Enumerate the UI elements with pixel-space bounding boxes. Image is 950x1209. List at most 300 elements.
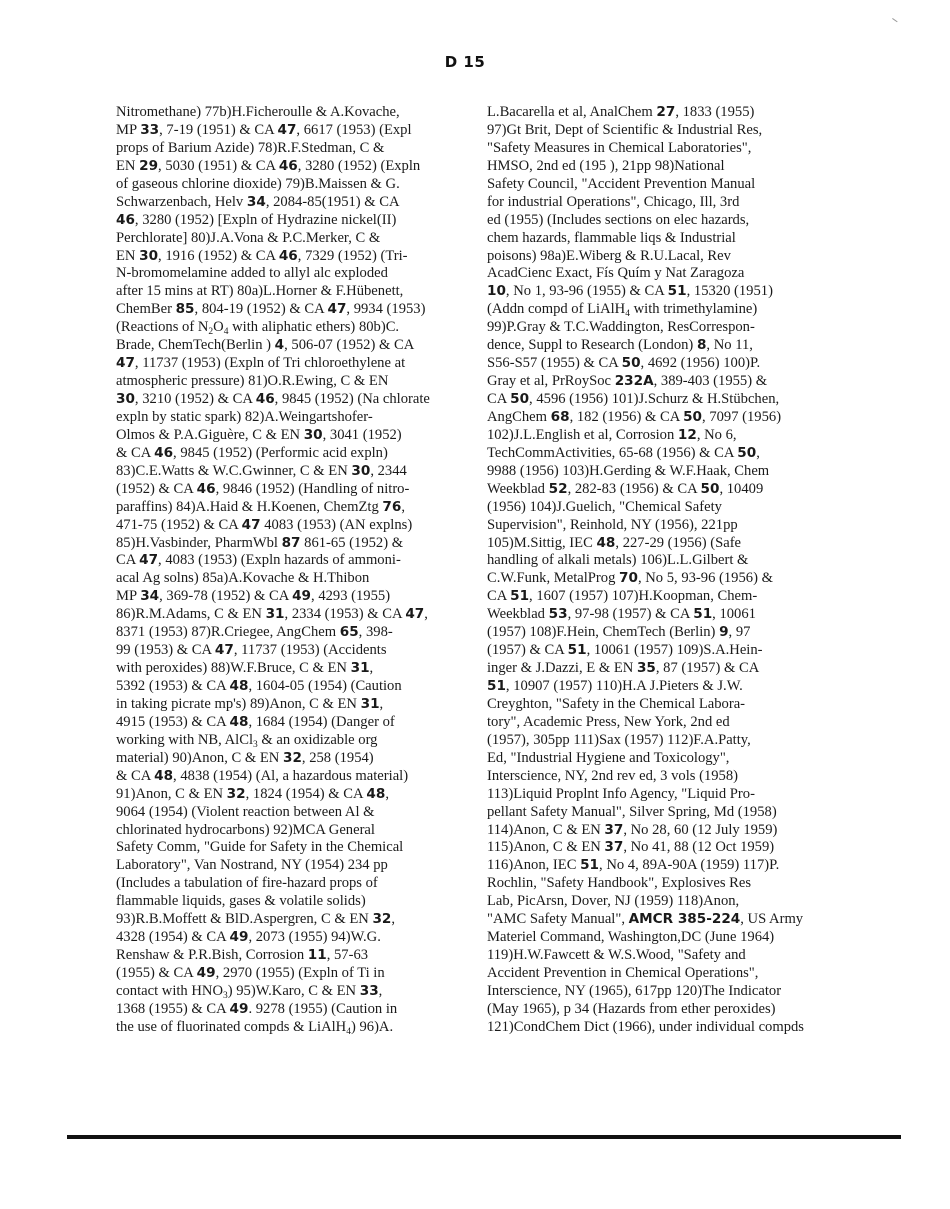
volume-number: 27 bbox=[656, 104, 676, 120]
reference-line bbox=[116, 248, 476, 266]
reference-line bbox=[116, 929, 476, 947]
text-segment: , 1824 (1954) & CA bbox=[245, 785, 367, 802]
text-segment: N-bromomelamine added to allyl alc exploded bbox=[116, 265, 388, 282]
volume-number: 46 bbox=[116, 211, 135, 228]
reference-line bbox=[116, 140, 476, 158]
reference-line bbox=[487, 678, 857, 696]
text-segment: , bbox=[385, 785, 389, 802]
reference-line bbox=[487, 732, 857, 750]
text-segment: , 398- bbox=[358, 624, 393, 641]
text-segment: , 1833 (1955) bbox=[675, 104, 755, 120]
text-segment: , bbox=[424, 606, 428, 623]
text-segment: , 1684 (1954) (Danger of bbox=[248, 713, 395, 730]
text-segment: & an oxidizable org bbox=[257, 731, 378, 748]
volume-number: 87 bbox=[281, 534, 301, 551]
volume-number: 47 bbox=[214, 642, 234, 659]
text-segment: , No 28, 60 (12 July 1959) bbox=[623, 821, 778, 838]
text-segment: 119)H.W.Fawcett & W.S.Wood, "Safety and bbox=[487, 947, 746, 964]
text-segment: CA bbox=[116, 552, 140, 569]
volume-number: 48 bbox=[596, 534, 616, 551]
text-segment: handling of alkali metals) 106)L.L.Gilbert & bbox=[487, 552, 749, 569]
text-segment: (1957), 305pp 111)Sax (1957) 112)F.A.Patty, bbox=[487, 731, 751, 748]
text-segment: , 1607 (1957) 107)H.Koopman, Chem- bbox=[529, 588, 758, 605]
text-segment: , 7329 (1952) (Tri- bbox=[297, 247, 408, 264]
volume-number: 31 bbox=[360, 695, 380, 712]
text-segment: , No 4, 89A-90A (1959) 117)P. bbox=[599, 857, 780, 874]
reference-line bbox=[116, 499, 476, 517]
text-segment: O bbox=[213, 319, 224, 336]
volume-number: 51 bbox=[693, 606, 713, 623]
volume-number: 52 bbox=[548, 480, 568, 497]
reference-line bbox=[116, 606, 476, 624]
volume-number: 30 bbox=[303, 426, 323, 443]
text-segment: , 10061 bbox=[712, 606, 756, 623]
text-segment: 115)Anon, C & EN bbox=[487, 839, 605, 856]
reference-line bbox=[116, 552, 476, 570]
text-segment: (1957) 108)F.Hein, ChemTech (Berlin) bbox=[487, 624, 720, 641]
reference-line bbox=[116, 893, 476, 911]
volume-number: 4 bbox=[274, 337, 285, 354]
reference-line bbox=[487, 230, 857, 248]
reference-line bbox=[116, 714, 476, 732]
text-segment: , No 41, 88 (12 Oct 1959) bbox=[623, 839, 775, 856]
reference-line bbox=[116, 911, 476, 929]
text-segment: , bbox=[401, 498, 405, 515]
volume-number: 47 bbox=[116, 355, 135, 372]
reference-line bbox=[116, 355, 476, 373]
text-segment: , 2970 (1955) (Expln of Ti in bbox=[215, 965, 385, 981]
volume-number: 30 bbox=[139, 247, 159, 264]
text-segment: , 4692 (1956) 100)P. bbox=[640, 355, 761, 372]
text-segment: working with NB, AlCl bbox=[116, 731, 254, 748]
text-segment: , 10907 (1957) 110)H.A J.Pieters & J.W. bbox=[505, 678, 743, 694]
text-segment: , 3280 (1952) (Expln bbox=[297, 157, 421, 174]
reference-line bbox=[487, 947, 857, 965]
reference-line bbox=[487, 1001, 857, 1019]
volume-number: 8 bbox=[696, 337, 707, 354]
text-segment: 105)M.Sittig, IEC bbox=[487, 534, 597, 551]
reference-line bbox=[116, 427, 476, 445]
text-segment: 86)R.M.Adams, C & EN bbox=[116, 606, 266, 623]
text-segment: , 3280 (1952) [Expln of Hydrazine nickel(II) bbox=[134, 211, 397, 228]
volume-number: 10 bbox=[487, 283, 506, 300]
reference-line bbox=[116, 463, 476, 481]
text-segment: (1957) & CA bbox=[487, 642, 568, 659]
volume-number: 35 bbox=[636, 660, 656, 677]
text-segment: for industrial Operations", Chicago, Ill, 3rd bbox=[487, 193, 740, 210]
text-segment: , 97-98 (1957) & CA bbox=[567, 606, 694, 623]
volume-number: 46 bbox=[154, 444, 174, 461]
reference-line bbox=[487, 552, 857, 570]
text-segment: , 282-83 (1956) & CA bbox=[567, 480, 701, 497]
text-segment: Interscience, NY (1965), 617pp 120)The Indicator bbox=[487, 982, 782, 999]
text-segment: Ed, "Industrial Hygiene and Toxicology", bbox=[487, 749, 730, 766]
text-segment: (Reactions of N bbox=[116, 319, 209, 336]
text-segment: L.Bacarella et al, AnalChem bbox=[487, 104, 657, 120]
volume-number: 9 bbox=[719, 624, 729, 641]
volume-number: 51 bbox=[567, 642, 587, 659]
volume-number: 33 bbox=[359, 982, 379, 999]
text-segment: (1955) & CA bbox=[116, 965, 197, 981]
reference-line bbox=[116, 983, 476, 1001]
volume-number: 51 bbox=[667, 283, 687, 300]
text-segment: , 9845 (1952) (Na chlorate bbox=[274, 391, 430, 407]
reference-line bbox=[487, 158, 857, 176]
reference-line bbox=[487, 481, 857, 499]
text-segment: , 4596 (1956) 101)J.Schurz & H.Stübchen, bbox=[529, 391, 780, 407]
text-segment: , No 1, 93-96 (1955) & CA bbox=[505, 283, 668, 300]
volume-number: 34 bbox=[140, 588, 160, 605]
text-segment: , 11737 (1953) (Accidents bbox=[233, 642, 387, 659]
reference-line bbox=[116, 804, 476, 822]
volume-number: 32 bbox=[282, 749, 302, 766]
reference-line bbox=[116, 409, 476, 427]
text-segment: 99 (1953) & CA bbox=[116, 642, 215, 659]
volume-number: 47 bbox=[139, 552, 159, 569]
reference-line bbox=[487, 212, 857, 230]
reference-line bbox=[487, 409, 857, 427]
text-segment: ) 96)A. bbox=[350, 1018, 394, 1035]
volume-number: 48 bbox=[154, 767, 174, 784]
text-segment: the use of fluorinated compds & LiAlH bbox=[116, 1018, 347, 1035]
text-segment: Rochlin, "Safety Handbook", Explosives Res bbox=[487, 875, 752, 892]
text-segment: , 10061 (1957) 109)S.A.Hein- bbox=[586, 642, 763, 659]
reference-line bbox=[487, 283, 857, 301]
text-segment: expln by static spark) 82)A.Weingartshofer- bbox=[116, 408, 373, 425]
reference-line bbox=[487, 660, 857, 678]
reference-line bbox=[116, 230, 476, 248]
text-segment: , bbox=[391, 911, 396, 928]
reference-line bbox=[116, 265, 476, 283]
text-segment: , 15320 (1951) bbox=[686, 283, 773, 300]
text-segment: with aliphatic ethers) 80b)C. bbox=[228, 319, 400, 336]
volume-number: 65 bbox=[339, 624, 359, 641]
text-segment: 471-75 (1952) & CA bbox=[116, 516, 242, 533]
text-segment: 4328 (1954) & CA bbox=[116, 929, 230, 946]
text-segment: MP bbox=[116, 588, 141, 605]
text-segment: ed (1955) (Includes sections on elec hazards, bbox=[487, 211, 750, 228]
reference-line bbox=[487, 319, 857, 337]
reference-line bbox=[487, 606, 857, 624]
text-segment: , 5030 (1951) & CA bbox=[158, 157, 279, 174]
text-segment: , 11737 (1953) (Expln of Tri chloroethylene at bbox=[134, 355, 406, 372]
text-segment: , 57-63 bbox=[326, 947, 369, 964]
reference-line bbox=[487, 929, 857, 947]
volume-number: 50 bbox=[683, 408, 703, 425]
text-segment: inger & J.Dazzi, E & EN bbox=[487, 660, 637, 677]
text-segment: , 182 (1956) & CA bbox=[569, 408, 684, 425]
reference-line bbox=[116, 947, 476, 965]
reference-line bbox=[487, 517, 857, 535]
text-segment: 113)Liquid Proplnt Info Agency, "Liquid Pro- bbox=[487, 785, 755, 802]
text-segment: Supervision", Reinhold, NY (1956), 221pp bbox=[487, 516, 738, 533]
reference-line bbox=[487, 301, 857, 319]
text-segment: Weekblad bbox=[487, 480, 549, 497]
text-segment: , 2073 (1955) 94)W.G. bbox=[248, 929, 381, 946]
volume-number: 30 bbox=[116, 391, 135, 407]
text-segment: 9064 (1954) (Violent reaction between Al & bbox=[116, 803, 375, 820]
volume-number: 32 bbox=[372, 911, 392, 928]
text-segment: Gray et al, PrRoySoc bbox=[487, 373, 615, 390]
text-segment: , No 5, 93-96 (1956) & bbox=[637, 570, 773, 587]
reference-line bbox=[116, 337, 476, 355]
text-segment: Materiel Command, Washington,DC (June 1964) bbox=[487, 929, 775, 946]
text-segment: , 258 (1954) bbox=[301, 749, 374, 766]
reference-line bbox=[487, 373, 857, 391]
text-segment: MP bbox=[116, 121, 141, 138]
text-segment: 8371 (1953) 87)R.Criegee, AngChem bbox=[116, 624, 340, 641]
reference-line bbox=[116, 283, 476, 301]
volume-number: 49 bbox=[229, 1000, 249, 1017]
reference-line bbox=[116, 875, 476, 893]
text-segment: , 9934 (1953) bbox=[346, 301, 426, 318]
text-segment: 93)R.B.Moffett & BlD.Aspergren, C & EN bbox=[116, 911, 373, 928]
reference-line bbox=[487, 499, 857, 517]
text-segment: , 6617 (1953) (Expl bbox=[296, 121, 412, 138]
reference-line bbox=[487, 804, 857, 822]
text-segment: Olmos & P.A.Giguère, C & EN bbox=[116, 426, 304, 443]
reference-line bbox=[116, 660, 476, 678]
reference-line bbox=[116, 570, 476, 588]
text-segment: C.W.Funk, MetalProg bbox=[487, 570, 620, 587]
volume-number: 37 bbox=[604, 821, 624, 838]
reference-line bbox=[487, 875, 857, 893]
text-segment: atmospheric pressure) 81)O.R.Ewing, C & EN bbox=[116, 373, 389, 390]
text-segment: Renshaw & P.R.Bish, Corrosion bbox=[116, 947, 308, 964]
subscript: 3 bbox=[223, 990, 228, 1001]
reference-line bbox=[116, 786, 476, 804]
reference-line bbox=[116, 768, 476, 786]
text-segment: poisons) 98a)E.Wiberg & R.U.Lacal, Rev bbox=[487, 247, 731, 264]
reference-line bbox=[116, 696, 476, 714]
volume-number: 53 bbox=[548, 606, 568, 623]
volume-number: 31 bbox=[265, 606, 285, 623]
text-segment: CA bbox=[487, 588, 511, 605]
text-segment: "AMC Safety Manual", bbox=[487, 911, 629, 928]
text-segment: with trimethylamine) bbox=[629, 301, 758, 318]
volume-number: 47 bbox=[405, 606, 425, 623]
subscript: 2 bbox=[208, 327, 214, 338]
reference-line bbox=[487, 588, 857, 606]
text-segment: 102)J.L.English et al, Corrosion bbox=[487, 426, 678, 443]
reference-line bbox=[116, 965, 476, 983]
text-segment: , 227-29 (1956) (Safe bbox=[615, 534, 742, 551]
reference-line bbox=[116, 445, 476, 463]
reference-line bbox=[116, 122, 476, 140]
reference-line bbox=[116, 588, 476, 606]
reference-line bbox=[116, 822, 476, 840]
scan-speck-mark bbox=[892, 15, 900, 23]
reference-line bbox=[487, 822, 857, 840]
text-segment: , 1604-05 (1954) (Caution bbox=[248, 678, 402, 694]
text-segment: , 369-78 (1952) & CA bbox=[159, 588, 293, 605]
text-segment: 9988 (1956) 103)H.Gerding & W.F.Haak, Chem bbox=[487, 462, 770, 479]
volume-number: 50 bbox=[621, 355, 641, 372]
text-segment: material) 90)Anon, C & EN bbox=[116, 749, 283, 766]
reference-line bbox=[487, 857, 857, 875]
reference-line bbox=[116, 857, 476, 875]
text-segment: CA bbox=[487, 391, 511, 407]
text-segment: , 97 bbox=[728, 624, 751, 641]
text-segment: HMSO, 2nd ed (195 ), 21pp 98)National bbox=[487, 157, 725, 174]
text-segment: (Addn compd of LiAlH bbox=[487, 301, 626, 318]
text-segment: Creyghton, "Safety in the Chemical Labora- bbox=[487, 695, 746, 712]
text-segment: (1952) & CA bbox=[116, 480, 197, 497]
text-segment: "Safety Measures in Chemical Laboratories", bbox=[487, 139, 752, 156]
reference-line bbox=[116, 158, 476, 176]
text-segment: chlorinated hydrocarbons) 92)MCA General bbox=[116, 821, 375, 838]
text-segment: pellant Safety Manual", Silver Spring, Md (1958) bbox=[487, 803, 777, 820]
reference-line bbox=[116, 301, 476, 319]
text-segment: tory", Academic Press, New York, 2nd ed bbox=[487, 713, 730, 730]
text-segment: S56-S57 (1955) & CA bbox=[487, 355, 622, 372]
volume-number: 33 bbox=[140, 121, 160, 138]
page-number: D 15 bbox=[444, 53, 486, 71]
reference-line bbox=[487, 122, 857, 140]
volume-number: 29 bbox=[139, 157, 159, 174]
reference-line bbox=[487, 463, 857, 481]
reference-line bbox=[116, 391, 476, 409]
volume-number: 50 bbox=[737, 444, 757, 461]
text-segment: & CA bbox=[116, 444, 155, 461]
subscript: 4 bbox=[346, 1026, 351, 1037]
reference-line bbox=[116, 212, 476, 230]
reference-line bbox=[116, 678, 476, 696]
volume-number: 12 bbox=[677, 426, 697, 443]
text-segment: 85)H.Vasbinder, PharmWbl bbox=[116, 534, 282, 551]
text-segment: after 15 mins at RT) 80a)L.Horner & F.Hübenett, bbox=[116, 283, 404, 300]
subscript: 4 bbox=[625, 309, 630, 320]
left-column-references bbox=[116, 104, 476, 1037]
volume-number: 46 bbox=[196, 480, 216, 497]
volume-number: 46 bbox=[255, 391, 275, 407]
reference-line bbox=[116, 1001, 476, 1019]
text-segment: 97)Gt Brit, Dept of Scientific & Industrial Res, bbox=[487, 121, 763, 138]
volume-number: 47 bbox=[277, 121, 297, 138]
text-segment: contact with HNO bbox=[116, 982, 223, 999]
reference-line bbox=[116, 839, 476, 857]
reference-line bbox=[116, 373, 476, 391]
text-segment: 121)CondChem Dict (1966), under individual compds bbox=[487, 1018, 804, 1035]
text-segment: Nitromethane) 77b)H.Ficheroulle & A.Kovache, bbox=[116, 104, 400, 120]
volume-number: 11 bbox=[307, 947, 327, 964]
reference-line bbox=[116, 1019, 476, 1037]
reference-line bbox=[487, 983, 857, 1001]
reference-line bbox=[487, 965, 857, 983]
volume-number: 47 bbox=[241, 516, 261, 533]
volume-number: 51 bbox=[580, 857, 600, 874]
volume-number: 50 bbox=[510, 391, 530, 407]
volume-number: 49 bbox=[292, 588, 312, 605]
text-segment: , 9846 (1952) (Handling of nitro- bbox=[215, 480, 410, 497]
text-segment: with peroxides) 88)W.F.Bruce, C & EN bbox=[116, 660, 351, 677]
reference-line bbox=[487, 911, 857, 929]
text-segment: , 1916 (1952) & CA bbox=[158, 247, 279, 264]
volume-number: 48 bbox=[366, 785, 386, 802]
text-segment: Laboratory", Van Nostrand, NY (1954) 234 pp bbox=[116, 857, 388, 874]
reference-line bbox=[116, 642, 476, 660]
volume-number: 51 bbox=[487, 678, 506, 694]
text-segment: , 2334 (1953) & CA bbox=[284, 606, 406, 623]
text-segment: , 3041 (1952) bbox=[322, 426, 402, 443]
text-segment: , 4838 (1954) (Al, a hazardous material) bbox=[173, 767, 409, 784]
text-segment: , 87 (1957) & CA bbox=[655, 660, 760, 677]
text-segment: 99)P.Gray & T.C.Waddington, ResCorrespon- bbox=[487, 319, 755, 336]
reference-line bbox=[116, 176, 476, 194]
reference-line bbox=[487, 1019, 857, 1037]
volume-number: 49 bbox=[229, 929, 249, 946]
reference-line bbox=[487, 839, 857, 857]
text-segment: , bbox=[369, 660, 374, 677]
text-segment: ChemBer bbox=[116, 301, 176, 318]
volume-number: 37 bbox=[604, 839, 624, 856]
text-segment: Weekblad bbox=[487, 606, 549, 623]
text-segment: , bbox=[379, 695, 384, 712]
volume-number: 50 bbox=[700, 480, 720, 497]
reference-line bbox=[487, 427, 857, 445]
text-segment: , bbox=[378, 982, 383, 999]
text-segment: AngChem bbox=[487, 408, 551, 425]
volume-number: 51 bbox=[510, 588, 530, 605]
volume-number: AMCR 385-224 bbox=[628, 911, 741, 928]
text-segment: , No 6, bbox=[696, 426, 737, 443]
text-segment: 4083 (1953) (AN explns) bbox=[260, 516, 413, 533]
reference-line bbox=[116, 481, 476, 499]
volume-number: 47 bbox=[327, 301, 347, 318]
reference-line bbox=[487, 696, 857, 714]
text-segment: EN bbox=[116, 247, 140, 264]
text-segment: , US Army bbox=[740, 911, 804, 928]
text-segment: Schwarzenbach, Helv bbox=[116, 193, 247, 210]
text-segment: , 4293 (1955) bbox=[311, 588, 391, 605]
volume-number: 48 bbox=[229, 678, 249, 694]
text-segment: , 7097 (1956) bbox=[702, 408, 782, 425]
text-segment: , 4083 (1953) (Expln hazards of ammoni- bbox=[158, 552, 401, 569]
volume-number: 85 bbox=[175, 301, 195, 318]
text-segment: EN bbox=[116, 157, 140, 174]
text-segment: , 389-403 (1955) & bbox=[653, 373, 768, 390]
text-segment: dence, Suppl to Research (London) bbox=[487, 337, 697, 354]
text-segment: , 7-19 (1951) & CA bbox=[159, 121, 278, 138]
text-segment: & CA bbox=[116, 767, 155, 784]
text-segment: 861-65 (1952) & bbox=[300, 534, 404, 551]
text-segment: , 9845 (1952) (Performic acid expln) bbox=[173, 444, 388, 461]
reference-line bbox=[487, 570, 857, 588]
text-segment: flammable liquids, gases & volatile solids) bbox=[116, 893, 366, 910]
text-segment: Accident Prevention in Chemical Operations", bbox=[487, 965, 759, 981]
text-segment: , 10409 bbox=[719, 480, 764, 497]
reference-line bbox=[116, 517, 476, 535]
text-segment: , 2344 bbox=[370, 462, 407, 479]
text-segment: , 506-07 (1952) & CA bbox=[284, 337, 415, 354]
reference-line bbox=[116, 732, 476, 750]
reference-line bbox=[487, 893, 857, 911]
volume-number: 32 bbox=[226, 785, 246, 802]
text-segment: 116)Anon, IEC bbox=[487, 857, 581, 874]
right-column-references bbox=[487, 104, 857, 1037]
reference-line bbox=[487, 140, 857, 158]
text-segment: chem hazards, flammable liqs & Industrial bbox=[487, 229, 736, 246]
reference-line bbox=[487, 176, 857, 194]
text-segment: , 2084-85(1951) & CA bbox=[265, 193, 400, 210]
text-segment: ) 95)W.Karo, C & EN bbox=[227, 982, 360, 999]
text-segment: (1956) 104)J.Guelich, "Chemical Safety bbox=[487, 498, 722, 515]
volume-number: 48 bbox=[229, 713, 249, 730]
reference-line bbox=[487, 714, 857, 732]
reference-line bbox=[487, 624, 857, 642]
text-segment: , 3210 (1952) & CA bbox=[134, 391, 256, 407]
text-segment: Perchlorate] 80)J.A.Vona & P.C.Merker, C & bbox=[116, 229, 381, 246]
